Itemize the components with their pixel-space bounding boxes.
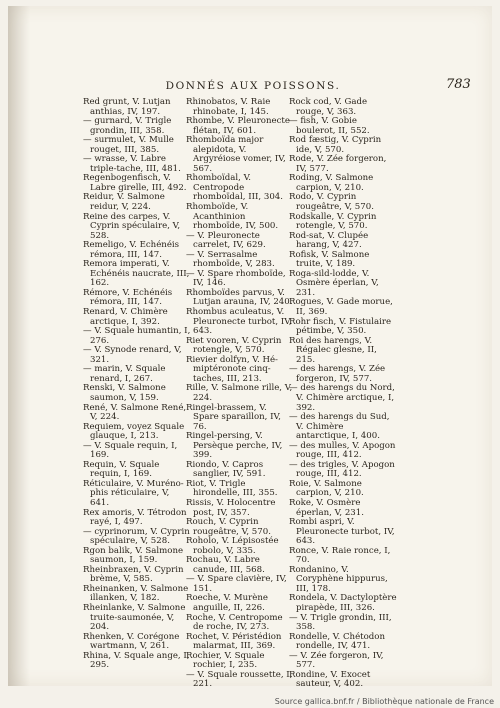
index-entry: Rheinlanke, V. Salmone truite-saumonée, V, 204. [83, 602, 186, 633]
index-entry: Rohr fisch, V. Fistulaire pétimbe, V, 350. [289, 316, 392, 337]
index-entry: Roga-sild-lodde, V. Osmère éperlan, V, 231. [289, 268, 379, 298]
index-entry: René, V. Salmone René, V, 224. [83, 402, 187, 423]
index-entry: — des harengs, V. Zée forgeron, IV, 577. [289, 364, 386, 384]
index-entry: Riot, V. Trigle hirondelle, III, 355. [186, 478, 278, 499]
index-entry: Renard, V. Chimère arctique, I, 392. [83, 307, 168, 327]
index-entry: Roche, V. Centropome de roche, IV, 273. [186, 612, 283, 633]
index-entry: — V. Serrasalme rhomboïde, V, 283. [186, 249, 275, 270]
book-page [8, 6, 492, 690]
index-entry: — gurnard, V. Trigle grondin, III, 358. [83, 116, 172, 136]
index-entry: Red grunt, V. Lutjan anthias, IV, 197. [83, 97, 171, 117]
index-entry: — V. Spare rhomboïde, IV, 146. [186, 268, 286, 289]
index-entry: — des mulles, V. Apogon rouge, III, 412. [289, 440, 396, 461]
index-entry: Roeche, V. Murène anguille, II, 226. [186, 593, 268, 613]
index-entry: Rhomboïda major alepidota, V. Argyréiose vomer, IV, 567. [186, 135, 286, 174]
index-entry: Rhomboïdal, V. Centropode rhomboïdal, III, 304. [186, 173, 284, 203]
index-entry: Rhenken, V. Corégone wartmann, V, 261. [83, 631, 180, 652]
index-entry: Riondo, V. Capros sanglier, IV, 591. [186, 459, 266, 480]
index-entry: Rochet, V. Péristédion malarmat, III, 369. [186, 631, 282, 652]
index-entry: Ringel-brassem, V. Spare sparaillon, IV, 76. [186, 402, 281, 432]
page-number: 783 [446, 77, 471, 92]
index-entry: Rondela, V. Dactyloptère pirapède, III, 326. [289, 593, 397, 613]
index-entry: Rochau, V. Labre canude, III, 568. [186, 555, 265, 575]
index-entry: — des trigles, V. Apogon rouge, III, 412. [289, 459, 395, 480]
index-entry: — des harengs du Nord, V. Chimère arctique, I, 392. [289, 383, 395, 413]
index-entry: Rheinanken, V. Salmone illanken, V, 182. [83, 583, 189, 604]
index-entry: Rissis, V. Holocentre post, IV, 357. [186, 497, 276, 518]
index-entry: Regenbogenfisch, V. Labre girelle, III, 492. [83, 173, 187, 193]
index-entry: Ringel-persing, V. Persèque perche, IV, 399. [186, 431, 283, 461]
index-column-1 [83, 98, 191, 671]
running-head: DONNÉS AUX POISSONS. [165, 80, 341, 92]
index-column-2 [186, 98, 294, 690]
index-entry: Roi des harengs, V. Régalec glesne, II, 215. [289, 335, 377, 365]
index-entry: — V. Squale roussette, I, 221. [186, 669, 293, 690]
index-entry: — wrasse, V. Labre triple-tache, III, 481. [83, 154, 181, 174]
index-entry: — V. Pleuronecte carrelet, IV, 629. [186, 230, 266, 251]
index-entry: Rodo, V. Cyprin rougeâtre, V, 570. [289, 192, 374, 213]
index-entry: Rille, V. Salmone rille, V, 224. [186, 383, 293, 403]
index-entry: Rock cod, V. Gade rouge, V, 363. [289, 97, 368, 117]
index-entry: Reine des carpes, V. Cyprin spéculaire, V, 528. [83, 211, 181, 241]
index-entry: Rombi aspri, V. Pleuronecte turbot, IV, 643. [289, 517, 395, 547]
index-entry: Rex amoris, V. Tétrodon rayé, I, 497. [83, 507, 187, 528]
index-entry: — V. Trigle grondin, III, 358. [289, 612, 392, 633]
index-entry: Rofisk, V. Salmone truite, V, 189. [289, 249, 370, 270]
index-entry: Remeligo, V. Echénéis rémora, III, 147. [83, 240, 180, 260]
index-entry: Riet vooren, V. Cyprin rotengle, V, 570. [186, 335, 282, 356]
index-entry: Rodskalle, V. Cyprin rotengle, V, 570. [289, 211, 377, 232]
index-entry: — V. Squale requin, I, 169. [83, 440, 178, 461]
index-entry: Rogues, V. Gade morue, II, 369. [289, 297, 393, 318]
index-entry: Rouch, V. Cyprin rougeâtre, V, 570. [186, 517, 271, 537]
index-entry: — cyprinorum, V. Cyprin spéculaire, V, 528. [83, 526, 190, 547]
index-entry: Rode, V. Zée forgeron, IV, 577. [289, 154, 387, 174]
index-entry: Rondelle, V. Chétodon rondelle, IV, 471. [289, 631, 386, 652]
index-entry: — V. Zée forgeron, IV, 577. [289, 650, 384, 671]
index-entry: Rod fæstig, V. Cyprin ide, V, 570. [289, 135, 382, 155]
index-entry: Reidur, V. Salmone reidur, V, 224. [83, 192, 165, 213]
index-column-3 [289, 98, 397, 690]
index-entry: Roie, V. Salmone carpion, V, 210. [289, 478, 364, 499]
index-entry: Rhinobatos, V. Raie rhinobate, I, 145. [186, 97, 271, 117]
source-footer: Source gallica.bnf.fr / Bibliothèque nationale de France [274, 697, 494, 706]
index-entry: Requiem, voyez Squale glauque, I, 213. [83, 421, 185, 442]
index-entry: Rochier, V. Squale rochier, I, 235. [186, 650, 265, 671]
index-entry: Rhomboïdes parvus, V. Lutjan arauna, IV, 240. [186, 287, 293, 308]
index-entry: Roke, V. Osmère éperlan, V, 231. [289, 497, 364, 518]
index-entry: Rhombe, V. Pleuronecte flétan, IV, 601. [186, 116, 290, 136]
index-entry: Rhombus aculeatus, V. Pleuronecte turbot, IV, 643. [186, 307, 292, 337]
index-entry: Roding, V. Salmone carpion, V, 210. [289, 173, 374, 193]
index-entry: — V. Synode renard, V, 321. [83, 345, 182, 365]
index-entry: — des harengs du Sud, V. Chimère antarctique, I, 400. [289, 412, 390, 442]
index-entry: Rievier dolfyn, V. Hé-miptéronote cinq-taches, III, 213. [186, 354, 278, 384]
index-entry: Renski, V. Salmone saumon, V, 159. [83, 383, 166, 403]
index-entry: — marin, V. Squale renard, I, 267. [83, 364, 166, 384]
index-entry: — V. Spare clavière, IV, 151. [186, 574, 287, 594]
index-entry: Réticulaire, V. Muréno-phis réticulaire, V, 641. [83, 478, 184, 508]
index-entry: — V. Squale humantin, I, 276. [83, 326, 191, 346]
index-entry: Rhomboïde, V. Acanthinion rhomboïde, IV, 500. [186, 202, 279, 232]
index-entry: Requin, V. Squale requin, I, 169. [83, 459, 160, 480]
index-entry: Rémore, V. Echénéis rémora, III, 147. [83, 287, 173, 308]
index-entry: Rondine, V. Exocet sauteur, V, 402. [289, 669, 371, 690]
page-fold-shadow [8, 6, 30, 686]
index-entry: Rhina, V. Squale ange, I, 295. [83, 650, 190, 671]
index-entry: Rondanino, V. Coryphène hippurus, III, 178. [289, 564, 388, 594]
index-entry: — fish, V. Gobie boulerot, II, 552. [289, 116, 370, 136]
index-entry: Remora imperati, V. Echénéis naucrate, III, 162. [83, 259, 190, 289]
index-entry: Ronce, V. Raie ronce, I, 70. [289, 545, 391, 566]
index-entry: — surmulet, V. Mulle rouget, III, 385. [83, 135, 174, 155]
index-entry: Rod-sat, V. Clupée harang, V, 427. [289, 230, 369, 251]
index-entry: Rgon balik, V. Salmone saumon, I, 159. [83, 545, 184, 566]
index-entry: Roholo, V. Lépisostée robolo, V, 335. [186, 536, 279, 556]
index-entry: Rheinbraxen, V. Cyprin brème, V, 585. [83, 564, 184, 585]
